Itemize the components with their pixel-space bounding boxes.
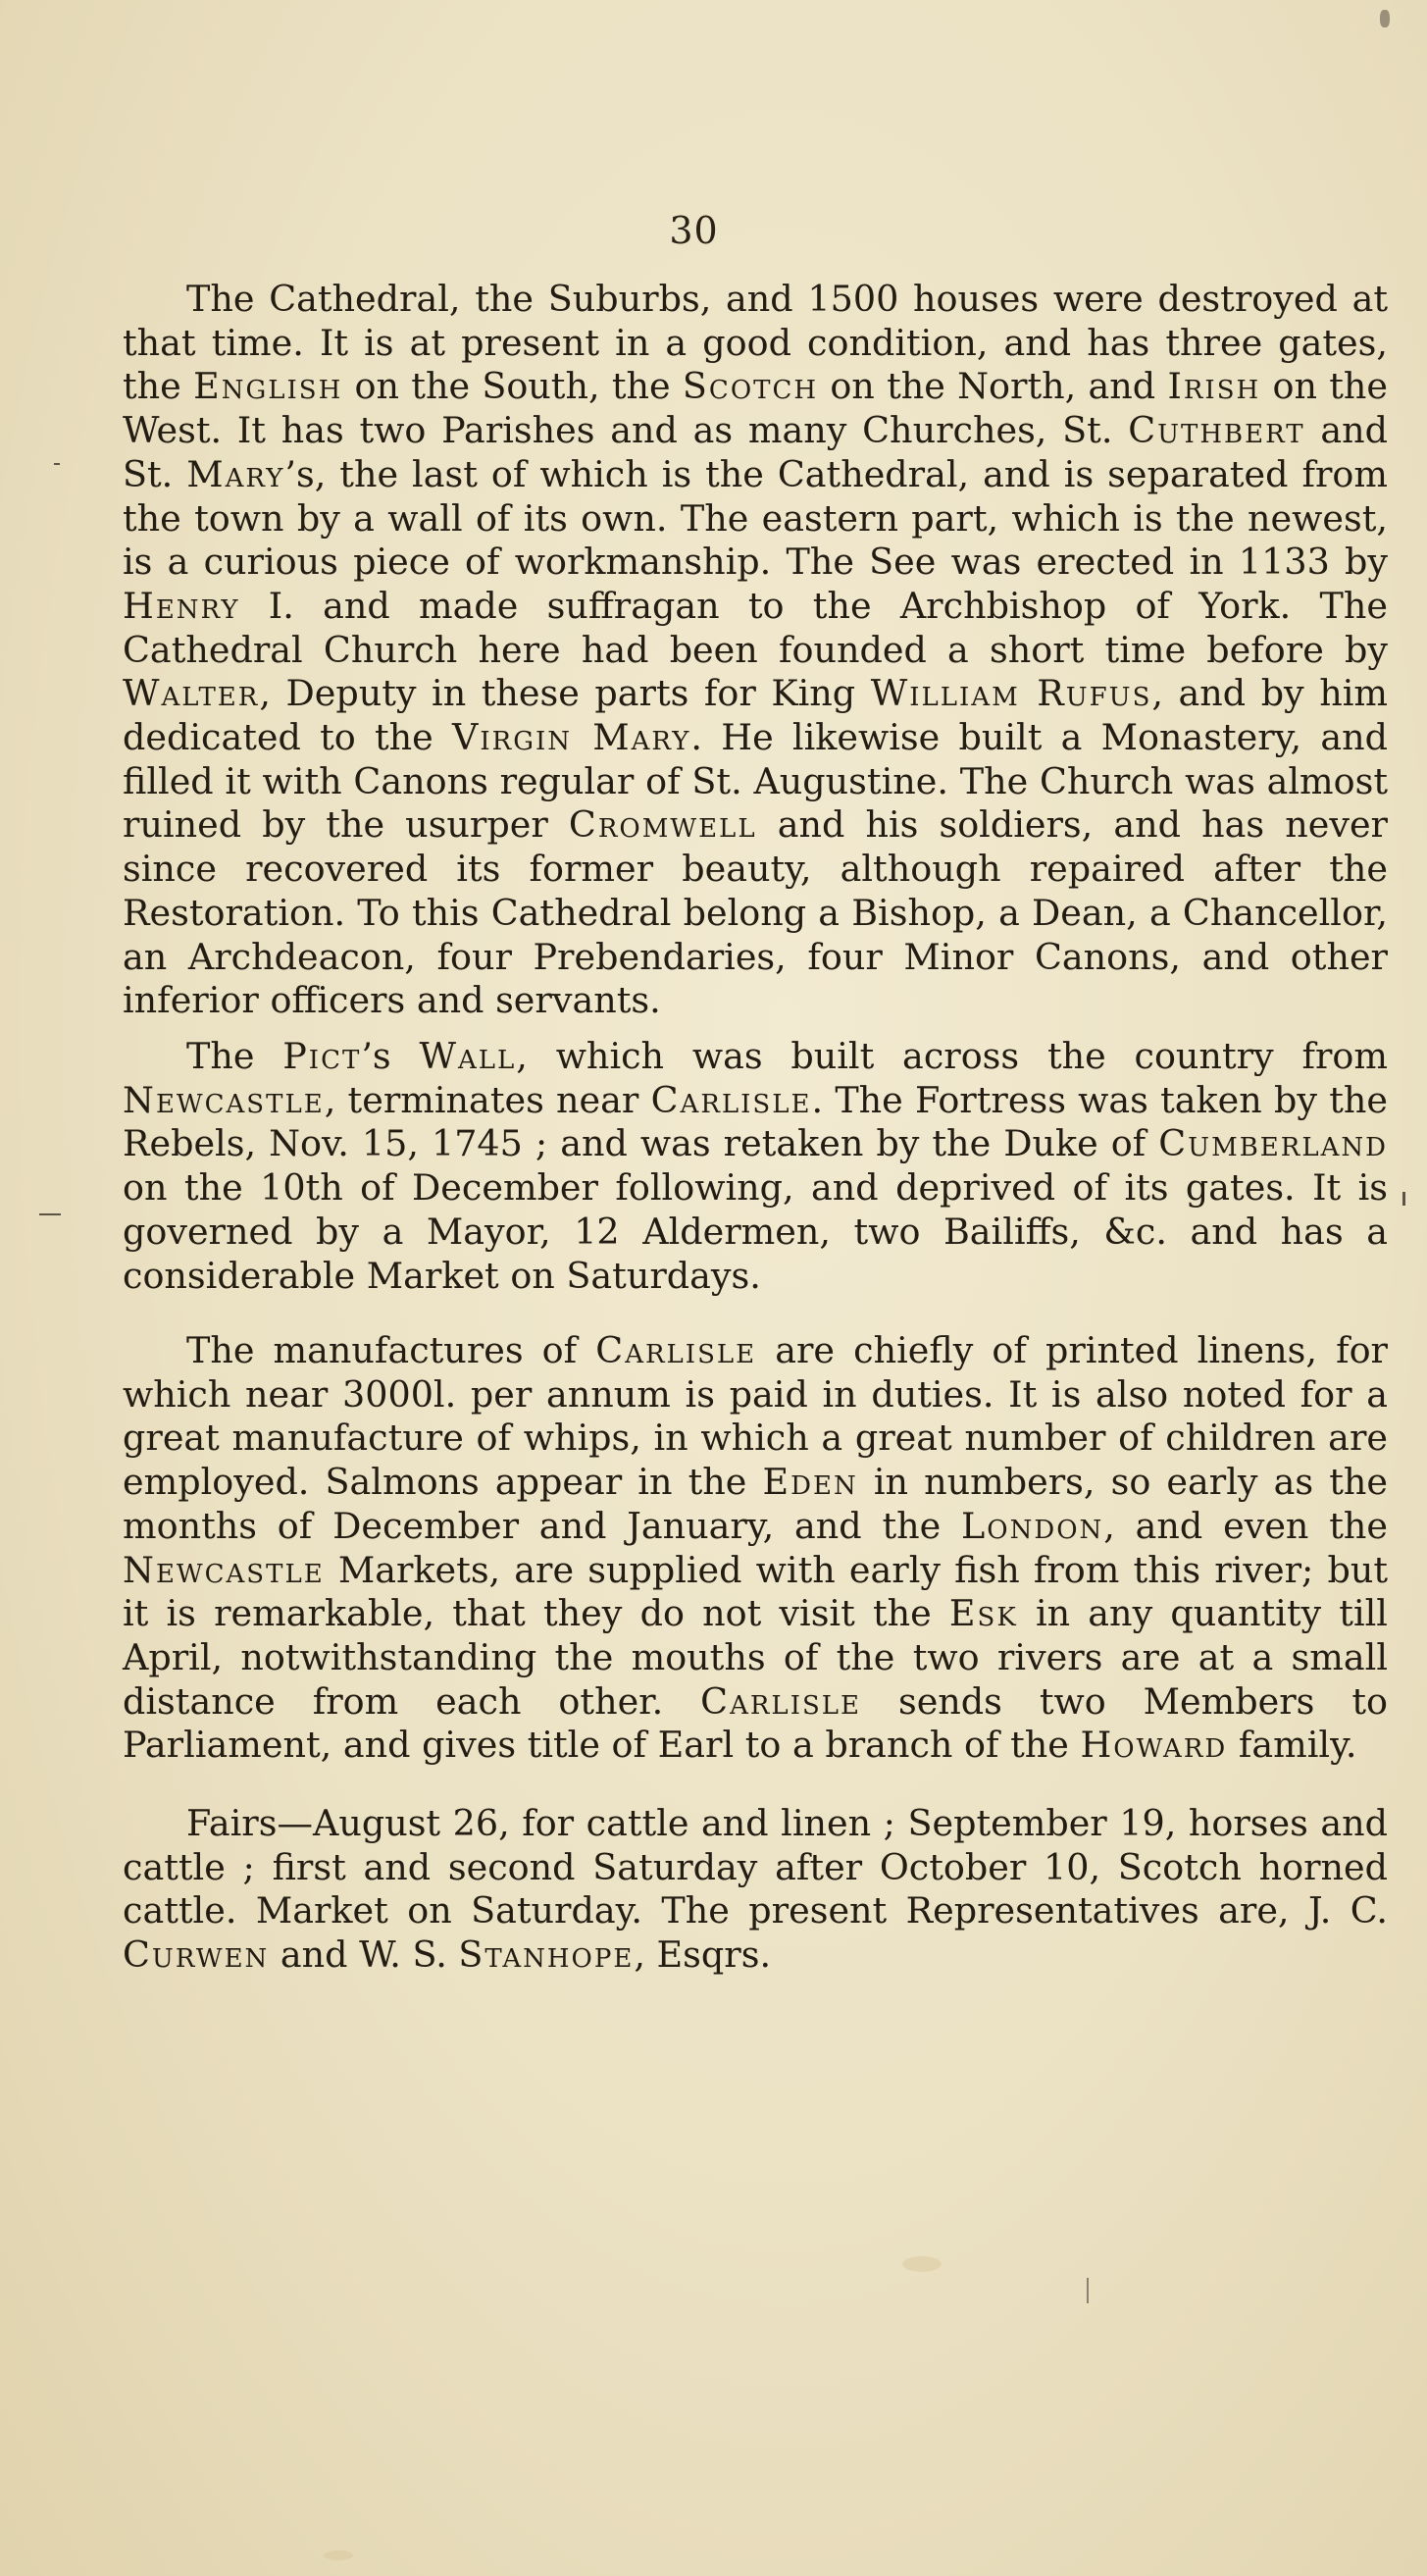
text-run: . The Fortress was taken by the Rebels, Nov. 15, 1745 ; and was retaken by the Duke of xyxy=(123,1078,1388,1165)
small-caps-name: Walter xyxy=(123,672,260,715)
text-run: family. xyxy=(1227,1724,1357,1767)
small-caps-name: Mary xyxy=(186,452,285,495)
text-run: Fairs—August 26, for cattle and linen ; September 19, horses and cattle ; first and second Saturday after October 10, Scotch horned cattle. Market on Saturday. The present Representatives are, J. C. xyxy=(123,1802,1388,1932)
text-run: ’s xyxy=(361,1035,420,1077)
text-run: in any quantity till April, notwithstanding the mouths of the two rivers are at a small distance from each other. xyxy=(123,1592,1388,1723)
text-run: on the 10th of December following, and deprived of its gates. It is governed by a Mayor, 12 Aldermen, two Bailiffs, &c. and has a considerable Market on Saturdays. xyxy=(123,1166,1388,1297)
text-run: and W. S. xyxy=(269,1933,459,1977)
small-caps-name: Carlisle xyxy=(700,1679,862,1723)
small-caps-name: Irish xyxy=(1167,365,1261,408)
text-run: , and even the xyxy=(1103,1504,1388,1547)
paragraph-text xyxy=(123,278,1388,1023)
small-caps-name: Cuthbert xyxy=(1128,409,1305,452)
small-caps-name: Wall xyxy=(419,1035,517,1077)
small-caps-name: Henry xyxy=(123,584,240,627)
small-caps-name: Scotch xyxy=(682,365,819,408)
page-blemish xyxy=(1380,10,1390,27)
text-run: Markets, are supplied with early fish from this river; but it is remarkable, that they do not visit the xyxy=(123,1548,1388,1635)
margin-mark xyxy=(54,463,60,465)
paragraph-text xyxy=(123,1329,1388,1768)
page-number: 30 xyxy=(669,209,719,252)
paragraph-text xyxy=(123,1035,1388,1298)
text-run: The manufactures of xyxy=(186,1329,596,1371)
text-run: . He likewise built a Monastery, and filled it with Canons regular of St. Augustine. The Church was almost ruined by the usurper xyxy=(123,716,1388,847)
text-run: , and by him dedicated to the xyxy=(123,672,1388,759)
text-run: and St. xyxy=(123,409,1388,495)
small-caps-name: Cumberland xyxy=(1158,1122,1388,1165)
margin-mark xyxy=(1402,1192,1405,1206)
text-run: , terminates near xyxy=(324,1078,651,1121)
text-run: I. and made suffragan to the Archbishop of York. The Cathedral Church here had been founded a short time before by xyxy=(123,584,1388,671)
text-run: , Deputy in these parts for King xyxy=(259,672,871,715)
paragraph-manufactures xyxy=(123,1329,1388,1768)
small-caps-name: Cromwell xyxy=(568,803,757,847)
small-caps-name: Carlisle xyxy=(595,1329,757,1371)
small-caps-name: Curwen xyxy=(123,1933,270,1977)
small-caps-name: Stanhope xyxy=(458,1933,635,1977)
small-caps-name: Esk xyxy=(948,1592,1018,1635)
paragraph-cathedral xyxy=(123,278,1388,1023)
paragraph-text xyxy=(123,1802,1388,1978)
paper-stain xyxy=(324,2550,353,2560)
small-caps-name: Carlisle xyxy=(650,1078,812,1121)
text-run: on the North, and xyxy=(818,365,1168,408)
text-run: and his soldiers, and has never since recovered its former beauty, although repaired after the Restoration. To this Cathedral belong a Bishop, a Dean, a Chancellor, an Archdeacon, four Prebendaries, four Minor Canons, and other inferior officers and servants. xyxy=(123,803,1388,1022)
small-caps-name: Virgin Mary xyxy=(452,716,691,759)
text-run: are chiefly of printed linens, for which near 3000l. per annum is paid in duties. It is also noted for a great manufacture of whips, in which a great number of children are employed. Salmons appear in the xyxy=(123,1329,1388,1504)
text-run: , which was built across the country from xyxy=(516,1035,1389,1077)
text-run: on the West. It has two Parishes and as many Churches, St. xyxy=(123,365,1389,452)
text-run: The Cathedral, the Suburbs, and 1500 houses were destroyed at that time. It is at present in a good condition, and has three gates, the xyxy=(123,278,1388,408)
text-run: in numbers, so early as the months of December and January, and the xyxy=(123,1461,1388,1547)
margin-mark xyxy=(39,1213,61,1215)
text-run: ’s, the last of which is the Cathedral, and is separated from the town by a wall of its own. The eastern part, which is the newest, is a curious piece of workmanship. The See was erected in 1133 by xyxy=(123,452,1388,584)
paragraph-fairs xyxy=(123,1802,1388,1978)
small-caps-name: Pict xyxy=(282,1035,362,1077)
text-run: The xyxy=(186,1035,283,1077)
text-run: on the South, the xyxy=(342,365,683,408)
text-run: , Esqrs. xyxy=(634,1933,772,1977)
small-caps-name: Howard xyxy=(1080,1724,1228,1767)
paragraph-picts-wall xyxy=(123,1035,1388,1298)
margin-mark xyxy=(1087,2278,1089,2303)
small-caps-name: English xyxy=(193,365,343,408)
small-caps-name: Newcastle xyxy=(123,1548,325,1591)
small-caps-name: Eden xyxy=(762,1461,858,1504)
small-caps-name: London xyxy=(961,1504,1104,1547)
small-caps-name: Newcastle xyxy=(123,1078,325,1121)
text-run: sends two Members to Parliament, and gives title of Earl to a branch of the xyxy=(123,1679,1388,1767)
small-caps-name: William Rufus xyxy=(870,672,1152,715)
paper-stain xyxy=(902,2256,942,2272)
